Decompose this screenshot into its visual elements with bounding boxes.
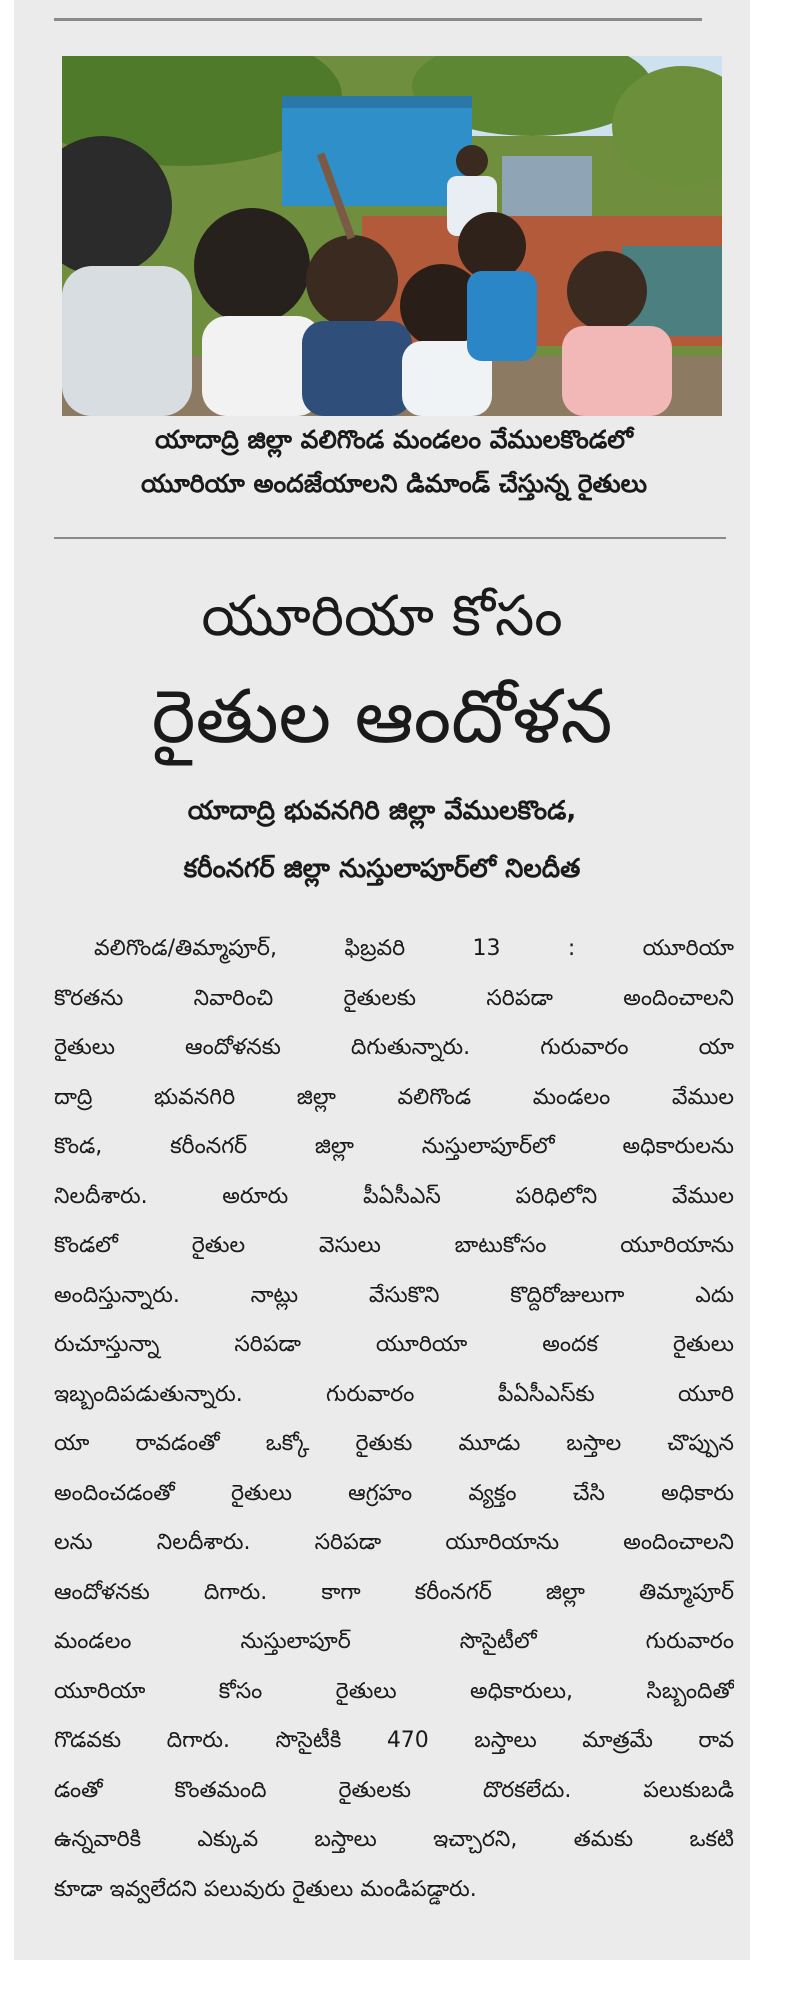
caption-divider [54,537,726,539]
article-line: ఆందోళనకు దిగారు. కాగా కరీంనగర్ జిల్లా తిమ్మాపూర్ [54,1579,734,1605]
article-line: యూరియా కోసం రైతులు అధికారులు, సిబ్బందితో [54,1678,734,1704]
article-line: రైతులు ఆందోళనకు దిగుతున్నారు. గురువారం యా [54,1035,734,1060]
article-line: దాద్రి భువనగిరి జిల్లా వలిగొండ మండలం వేముల [54,1084,734,1110]
headline-line-2: రైతుల ఆందోళన [151,674,613,760]
headline-line-1: యూరియా కోసం [201,584,563,649]
article-line: యా రావడంతో ఒక్కో రైతుకు మూడు బస్తాల చొప్పున [54,1431,734,1456]
article-line: నిలదీశారు. అరూరు పీఏసీఎస్ పరిధిలోని వేముల [54,1183,734,1209]
article-line: రుచూస్తున్నా సరిపడా యూరియా అందక రైతులు [54,1332,734,1357]
subheadline [14,782,750,898]
photo-icon [62,56,722,416]
article-line: కొండలో రైతుల వెసులు బాటుకోసం యూరియాను [54,1233,734,1258]
article-line: ఉన్నవారికి ఎక్కువ బస్తాలు ఇచ్చారని, తమకు ఒకటి [54,1827,734,1852]
article-line: కొరతను నివారించి రైతులకు సరిపడా అందించాలని [54,985,734,1011]
caption-line-2: యూరియా అందజేయాలని డిమాండ్ చేస్తున్న రైతులు [140,469,648,498]
article-line: ఇబ్బందిపడుతున్నారు. గురువారం పీఏసీఎస్‌కు యూరి [54,1381,734,1407]
article-line: వలిగొండ/తిమ్మాపూర్, ఫిబ్రవరి 13 : యూరియా [94,936,734,961]
news-clipping [14,0,750,1960]
subheadline-line-1: యాదాద్రి భువనగిరి జిల్లా వేములకొండ, [187,796,577,826]
article-line: మండలం నుస్తులాపూర్ సొసైటీలో గురువారం [54,1629,734,1654]
article-line: డంతో కొంతమంది రైతులకు దొరకలేదు. పలుకుబడి [54,1777,734,1803]
article-line: అందిస్తున్నారు. నాట్లు వేసుకొని కొద్దిరోజులుగా ఎదు [54,1282,734,1308]
article-line: కూడా ఇవ్వలేదని పలువురు రైతులు మండిపడ్డారు. [54,1876,477,1902]
article-line: లను నిలదీశారు. సరిపడా యూరియాను అందించాలని [54,1530,734,1555]
article-line: అందించడంతో రైతులు ఆగ్రహం వ్యక్తం చేసి అధికారు [54,1480,734,1506]
article-line: గొడవకు దిగారు. సొసైటీకి 470 బస్తాలు మాత్రమే రావ [54,1728,734,1753]
photo-caption [44,418,744,506]
top-divider [54,18,702,21]
subheadline-line-2: కరీంనగర్ జిల్లా నుస్తులాపూర్‌లో నిలదీత [183,854,581,884]
news-photo [62,56,722,416]
article-body [54,924,734,1914]
article-line: కొండ, కరీంనగర్ జిల్లా నుస్తులాపూర్‌లో అధికారులను [54,1134,734,1159]
caption-line-1: యాదాద్రి జిల్లా వలిగొండ మండలం వేములకొండలో [155,425,633,454]
